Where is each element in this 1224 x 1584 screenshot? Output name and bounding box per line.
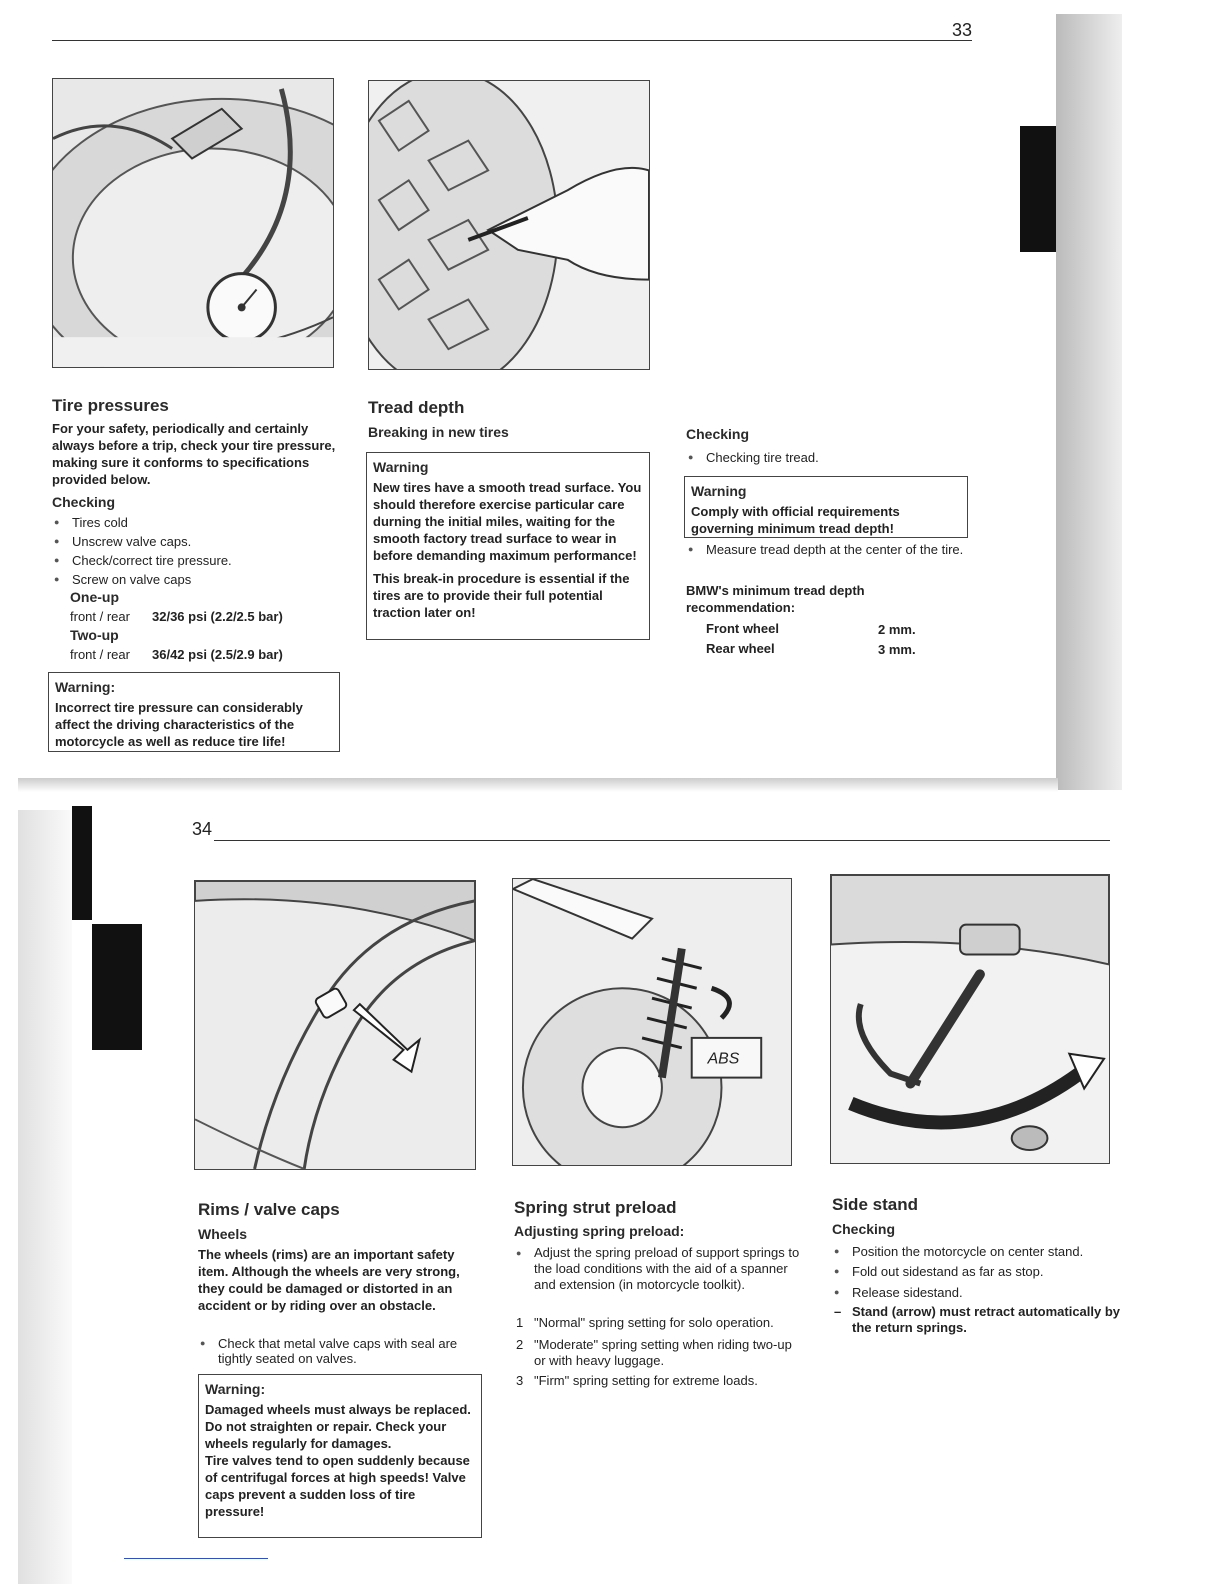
list-item: ● Check that metal valve caps with seal are tightly seated on valves. [198, 1336, 486, 1366]
footer-rule [124, 1558, 268, 1559]
spring-strut-illustration [512, 878, 792, 1166]
adjusting-subheading: Adjusting spring preload: [514, 1223, 685, 1239]
thumb-index-tab [92, 924, 142, 1050]
warning-title: Warning: [205, 1381, 266, 1397]
page-number: 34 [192, 819, 213, 839]
two-up-axle: front / rear [70, 647, 130, 662]
list-item: ● Unscrew valve caps. [52, 533, 332, 550]
tread-warning-box [684, 476, 968, 538]
warning-title: Warning [691, 483, 747, 499]
rear-wheel-label: Rear wheel [706, 641, 775, 656]
side-stand-heading: Side stand [832, 1195, 918, 1214]
list-item [514, 1315, 804, 1331]
tire-pressures-intro: For your safety, periodically and certainly always before a trip, check your tire pressure, making sure it conforms to specifications provided below. [52, 421, 336, 487]
breaking-in-subheading: Breaking in new tires [368, 424, 509, 440]
warning-text-2: Tire valves tend to open suddenly because of centrifugal forces at high speeds! Valve caps prevent a sudden loss of tire pressure! [205, 1453, 470, 1519]
item-text: "Moderate" spring setting when riding two-up or with heavy luggage. [534, 1337, 792, 1368]
page-edge-shadow [18, 810, 72, 1584]
list-item: ● Position the motorcycle on center stand. [832, 1243, 1132, 1260]
page-number: 33 [952, 20, 973, 40]
page-edge-shadow [1056, 14, 1122, 790]
list-item: – Stand (arrow) must retract automatically by the return springs. [832, 1304, 1122, 1336]
side-stand-checking-label: Checking [832, 1221, 896, 1237]
front-wheel-value: 2 mm. [878, 622, 916, 637]
rims-intro: The wheels (rims) are an important safety item. Although the wheels are very strong, they could be damaged or distorted in an accident or by riding over an obstacle. [198, 1247, 460, 1313]
valve-cap-illustration [194, 880, 476, 1170]
spring-strut-heading: Spring strut preload [514, 1198, 677, 1217]
page-33 [0, 0, 1070, 790]
break-in-warning-box [366, 452, 650, 640]
warning-title: Warning: [55, 679, 116, 695]
rims-heading: Rims / valve caps [198, 1200, 340, 1219]
tread-recommendation: BMW's minimum tread depth recommendation: [686, 583, 865, 615]
warning-text-2: This break-in procedure is essential if the tires are to provide their full potential traction later on! [373, 571, 630, 620]
warning-text: New tires have a smooth tread surface. You should therefore exercise particular care durning the initial miles, waiting for the smooth factory tread surface to wear in before demanding maximum performance! [373, 480, 642, 563]
list-item: ● Measure tread depth at the center of the tire. [686, 542, 970, 557]
tread-checking-label: Checking [686, 426, 750, 442]
list-item: ● Adjust the spring preload of support springs to the load conditions with the aid of a spanner and extension (in motorcycle toolkit). [514, 1245, 802, 1293]
abs-label: ABS [707, 1050, 740, 1068]
warning-text: Damaged wheels must always be replaced. Do not straighten or repair. Check your wheels regularly for damages. [205, 1402, 471, 1451]
list-item [514, 1337, 804, 1369]
page-34 [0, 800, 1224, 1584]
list-item: ● Release sidestand. [832, 1284, 1132, 1301]
one-up-label: One-up [70, 589, 119, 605]
two-up-value: 36/42 psi (2.5/2.9 bar) [152, 647, 283, 662]
tire-pressure-gauge-illustration [52, 78, 334, 368]
list-item: ● Fold out sidestand as far as stop. [832, 1263, 1132, 1280]
page-bottom-shadow [18, 778, 1058, 792]
item-text: "Firm" spring setting for extreme loads. [534, 1373, 758, 1388]
list-item: ● Check/correct tire pressure. [52, 552, 332, 569]
item-number: 2 [516, 1337, 524, 1352]
one-up-axle: front / rear [70, 609, 130, 624]
checking-label: Checking [52, 494, 116, 510]
list-item [514, 1373, 804, 1389]
rims-warning-box [198, 1374, 482, 1538]
warning-text: Incorrect tire pressure can considerably affect the driving characteristics of the motorcycle as well as reduce tire life! [55, 700, 303, 749]
two-up-label: Two-up [70, 627, 119, 643]
list-item: ● Screw on valve caps [52, 571, 332, 588]
list-item: ● Checking tire tread. [686, 449, 966, 466]
front-wheel-label: Front wheel [706, 621, 779, 636]
list-item: ● Tires cold [52, 514, 332, 531]
header-rule [52, 40, 972, 41]
item-text: "Normal" spring setting for solo operation. [534, 1315, 774, 1330]
warning-title: Warning [373, 459, 429, 475]
item-number: 3 [516, 1373, 524, 1388]
rear-wheel-value: 3 mm. [878, 642, 916, 657]
item-number: 1 [516, 1315, 524, 1330]
tread-depth-heading: Tread depth [368, 398, 465, 417]
thumb-index-tab [1020, 126, 1056, 252]
tread-depth-illustration [368, 80, 650, 370]
side-stand-illustration [830, 874, 1110, 1164]
wheels-subheading: Wheels [198, 1226, 248, 1242]
warning-text: Comply with official requirements governing minimum tread depth! [691, 504, 900, 536]
one-up-value: 32/36 psi (2.2/2.5 bar) [152, 609, 283, 624]
binding-bar [72, 806, 92, 920]
tire-pressures-heading: Tire pressures [52, 396, 169, 415]
header-rule [214, 840, 1110, 841]
tire-pressure-warning-box [48, 672, 340, 752]
